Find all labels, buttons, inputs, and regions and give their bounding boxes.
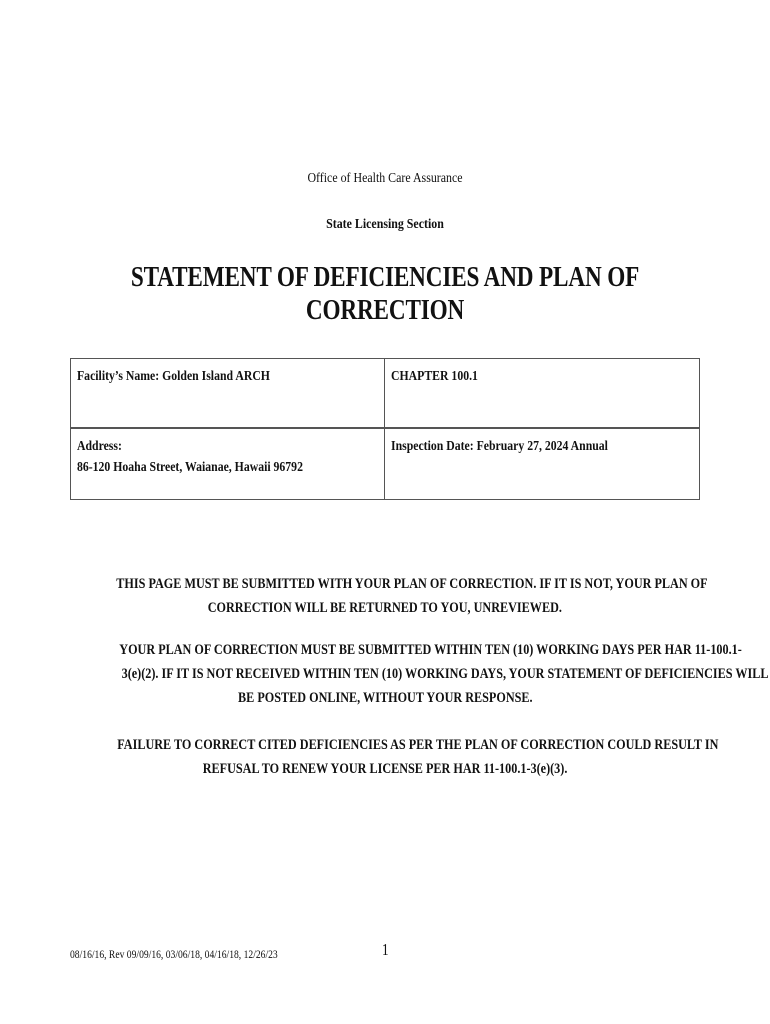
page-number: 1 (381, 940, 389, 959)
facility-name: Facility’s Name: Golden Island ARCH (77, 369, 270, 384)
address-value: 86-120 Hoaha Street, Waianae, Hawaii 96792 (77, 460, 303, 475)
address-cell (71, 429, 385, 499)
address-label: Address: (77, 439, 122, 454)
submission-notice (60, 572, 710, 620)
notice-line: THIS PAGE MUST BE SUBMITTED WITH YOUR PLAN OF CORRECTION. IF IT IS NOT, YOUR PLAN OF (116, 576, 708, 592)
section-heading: State Licensing Section (326, 217, 444, 232)
deadline-notice (60, 638, 769, 710)
revision-dates: 08/16/16, Rev 09/09/16, 03/06/18, 04/16/18, 12/26/23 (70, 947, 278, 961)
notice-line: FAILURE TO CORRECT CITED DEFICIENCIES AS PER THE PLAN OF CORRECTION COULD RESULT IN (117, 737, 719, 753)
facility-name-cell (71, 359, 385, 429)
notice-line: YOUR PLAN OF CORRECTION MUST BE SUBMITTED WITHIN TEN (10) WORKING DAYS PER HAR 11-100.1- (119, 642, 742, 658)
inspection-cell (385, 429, 699, 499)
facility-info-table (70, 358, 700, 500)
notice-line: REFUSAL TO RENEW YOUR LICENSE PER HAR 11-100.1-3(e)(3). (202, 761, 568, 777)
inspection-date: Inspection Date: February 27, 2024 Annual (391, 439, 608, 454)
chapter-cell (385, 359, 699, 429)
notice-line: BE POSTED ONLINE, WITHOUT YOUR RESPONSE. (237, 690, 533, 706)
document-title: STATEMENT OF DEFICIENCIES AND PLAN OF CORRECTION (130, 261, 640, 326)
failure-notice (60, 733, 719, 781)
notice-line: CORRECTION WILL BE RETURNED TO YOU, UNREVIEWED. (207, 600, 563, 616)
notice-line: 3(e)(2). IF IT IS NOT RECEIVED WITHIN TEN (10) WORKING DAYS, YOUR STATEMENT OF DEFICIENCIES WILL (121, 666, 769, 682)
office-heading: Office of Health Care Assurance (307, 171, 463, 186)
chapter: CHAPTER 100.1 (391, 369, 478, 384)
